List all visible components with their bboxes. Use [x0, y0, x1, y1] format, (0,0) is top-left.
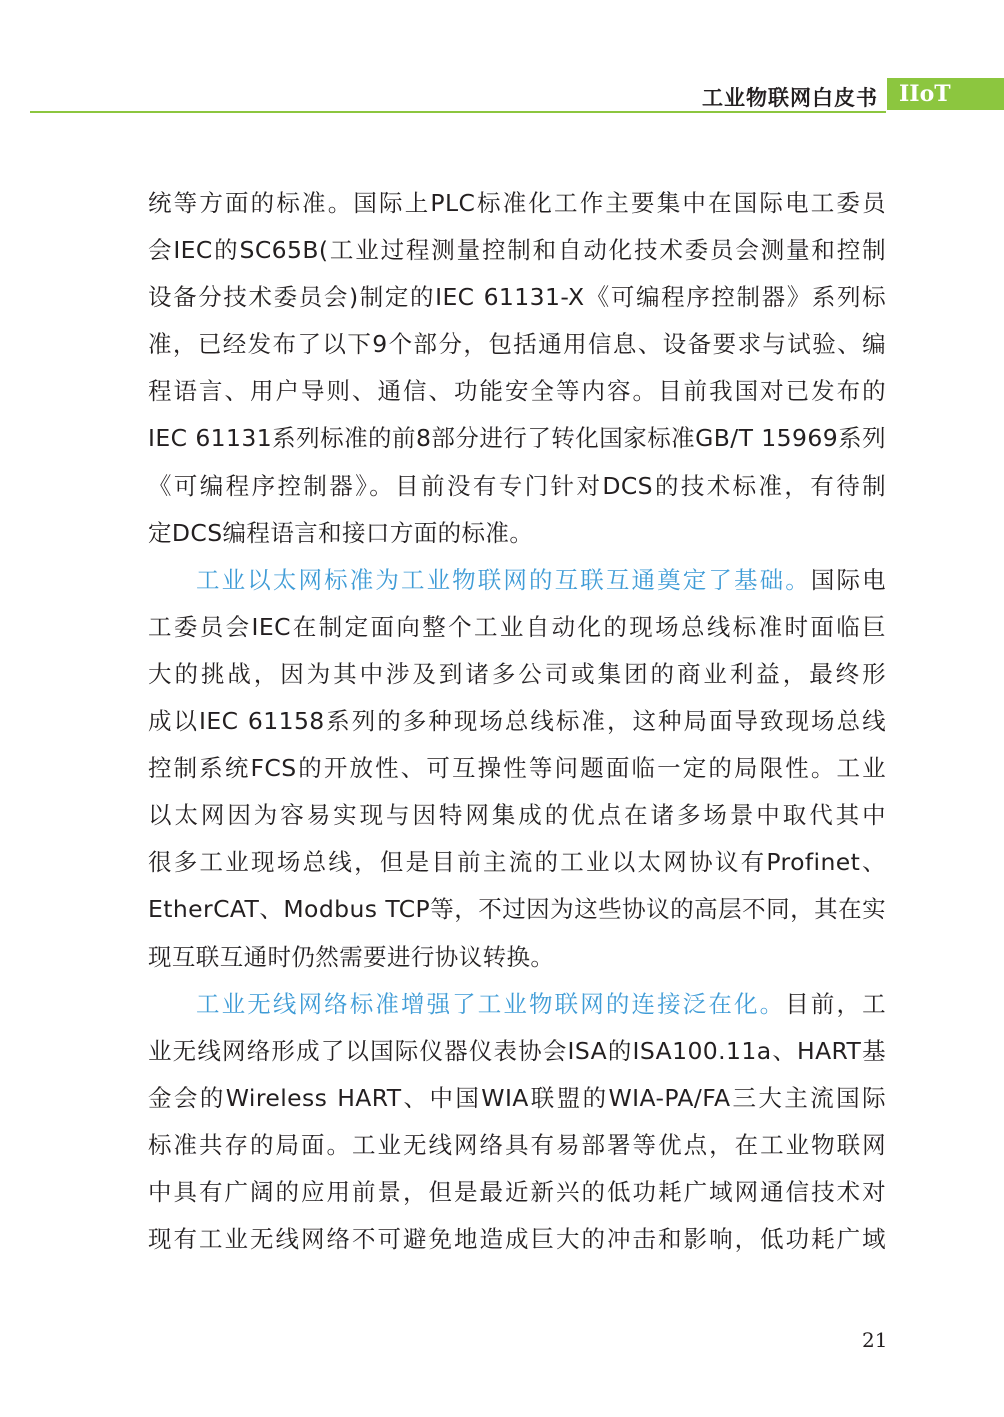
text-line: 设备分技术委员会)制定的IEC 61131-X《可编程序控制器》系列标 [148, 283, 886, 312]
text-line: 成以IEC 61158系列的多种现场总线标准，这种局面导致现场总线 [148, 707, 886, 736]
header-divider [30, 111, 886, 113]
text-line: IEC 61131系列标准的前8部分进行了转化国家标准GB/T 15969系列 [148, 424, 886, 453]
text-line: 以太网因为容易实现与因特网集成的优点在诸多场景中取代其中 [148, 801, 886, 830]
paragraph-heading: 工业无线网络标准增强了工业物联网的连接泛在化。 [196, 989, 786, 1018]
text-line: 工委员会IEC在制定面向整个工业自动化的现场总线标准时面临巨 [148, 612, 886, 641]
text-span: 国际电 [810, 565, 886, 594]
text-line: 现互联互通时仍然需要进行协议转换。 [148, 942, 555, 971]
text-line: 会IEC的SC65B(工业过程测量控制和自动化技术委员会测量和控制 [148, 236, 886, 265]
text-line: 大的挑战，因为其中涉及到诸多公司或集团的商业利益，最终形 [148, 659, 886, 688]
book-title: 工业物联网白皮书 [702, 85, 878, 110]
text-line: 业无线网络形成了以国际仪器仪表协会ISA的ISA100.11a、HART基 [148, 1036, 886, 1065]
text-line: 统等方面的标准。国际上PLC标准化工作主要集中在国际电工委员 [148, 189, 886, 217]
text-line: 《可编程序控制器》。目前没有专门针对DCS的技术标准，有待制 [148, 471, 886, 500]
text-line: 现有工业无线网络不可避免地造成巨大的冲击和影响，低功耗广域 [148, 1225, 886, 1254]
text-line: 金会的Wireless HART、中国WIA联盟的WIA-PA/FA三大主流国际 [148, 1083, 886, 1112]
text-line: 很多工业现场总线，但是目前主流的工业以太网协议有Profinet、 [148, 848, 886, 877]
text-line: 标准共存的局面。工业无线网络具有易部署等优点，在工业物联网 [148, 1130, 886, 1159]
text-line: EtherCAT、Modbus TCP等，不过因为这些协议的高层不同，其在实 [148, 895, 886, 924]
text-line: 程语言、用户导则、通信、功能安全等内容。目前我国对已发布的 [148, 377, 886, 406]
body-text [148, 180, 886, 1263]
text-line: 中具有广阔的应用前景，但是最近新兴的低功耗广域网通信技术对 [148, 1177, 886, 1206]
text-span: 目前，工 [785, 989, 886, 1018]
page-header [0, 78, 1004, 112]
text-line: 控制系统FCS的开放性、可互操性等问题面临一定的局限性。工业 [148, 754, 886, 783]
text-line: 准，已经发布了以下9个部分，包括通用信息、设备要求与试验、编 [148, 330, 886, 359]
iiot-tag: IIoT [887, 78, 1004, 110]
paragraph-first-line [148, 981, 886, 1028]
paragraph-first-line [148, 557, 886, 604]
text-line: 定DCS编程语言和接口方面的标准。 [148, 518, 534, 547]
page-number: 21 [862, 1328, 888, 1352]
paragraph-heading: 工业以太网标准为工业物联网的互联互通奠定了基础。 [196, 565, 811, 594]
